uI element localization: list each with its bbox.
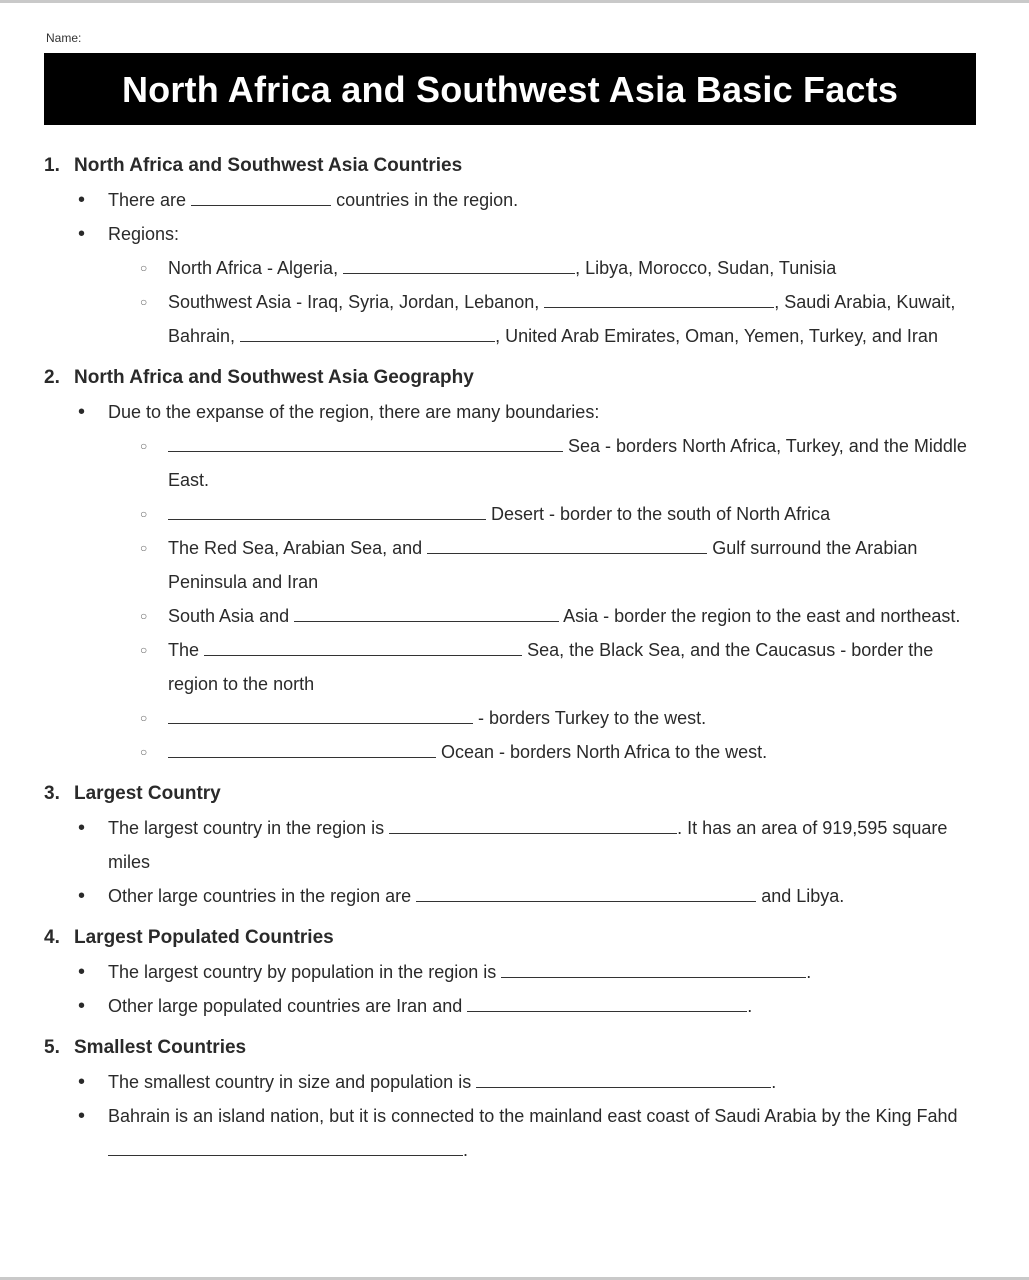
bullet-list — [44, 183, 974, 353]
item-text: Sea, the Black Sea, and the Caucasus - border the region to the north — [168, 640, 934, 694]
section-countries — [44, 151, 974, 353]
item-text: Asia - border the region to the east and northeast. — [563, 606, 961, 626]
answer-blank[interactable] — [476, 1067, 771, 1088]
answer-blank[interactable] — [168, 737, 436, 758]
sub-list-item — [168, 251, 974, 285]
sub-list-item — [168, 285, 974, 353]
section-number: 3. — [44, 783, 60, 804]
sub-list-item — [168, 735, 974, 769]
bullet-list — [44, 395, 974, 769]
answer-blank[interactable] — [204, 635, 522, 656]
answer-blank[interactable] — [168, 703, 473, 724]
sub-list — [108, 429, 974, 769]
item-text: The smallest country in size and population is — [108, 1072, 472, 1092]
item-text: Bahrain is an island nation, but it is connected to the mainland east coast of Saudi Arabia by the King Fahd — [108, 1106, 958, 1126]
worksheet-title: North Africa and Southwest Asia Basic Facts — [44, 53, 976, 125]
sub-list — [108, 251, 974, 353]
item-text: Regions: — [108, 224, 180, 244]
sub-list-item — [168, 497, 974, 531]
answer-blank[interactable] — [416, 881, 756, 902]
name-label: Name: — [46, 31, 82, 45]
section-number: 1. — [44, 155, 60, 176]
answer-blank[interactable] — [427, 533, 707, 554]
sub-list-item — [168, 599, 974, 633]
section-title: North Africa and Southwest Asia Geography — [74, 367, 474, 388]
list-item — [108, 955, 974, 989]
item-text: Other large countries in the region are — [108, 886, 412, 906]
item-text: . — [463, 1140, 469, 1160]
item-text: . — [747, 996, 753, 1016]
sub-list-item — [168, 701, 974, 735]
list-item — [108, 989, 974, 1023]
section-heading — [44, 779, 974, 809]
item-text: North Africa - Algeria, — [168, 258, 339, 278]
answer-blank[interactable] — [108, 1135, 463, 1156]
section-largest-populated — [44, 923, 974, 1023]
item-text: and Libya. — [761, 886, 845, 906]
section-title: Largest Populated Countries — [74, 927, 334, 948]
bullet-list — [44, 811, 974, 913]
item-text: South Asia and — [168, 606, 290, 626]
section-smallest-countries — [44, 1033, 974, 1167]
item-text: There are — [108, 190, 187, 210]
item-text: - borders Turkey to the west. — [478, 708, 707, 728]
item-text: Desert - border to the south of North Africa — [491, 504, 831, 524]
answer-blank[interactable] — [389, 813, 677, 834]
item-text: countries in the region. — [336, 190, 519, 210]
section-title: Largest Country — [74, 783, 221, 804]
list-item — [108, 1099, 974, 1167]
answer-blank[interactable] — [343, 253, 575, 274]
item-text: Ocean - borders North Africa to the west. — [441, 742, 768, 762]
item-text: The — [168, 640, 200, 660]
section-number: 5. — [44, 1037, 60, 1058]
item-text: Southwest Asia - Iraq, Syria, Jordan, Lebanon, — [168, 292, 540, 312]
list-item — [108, 395, 974, 769]
item-text: . — [806, 962, 812, 982]
item-text: , Libya, Morocco, Sudan, Tunisia — [575, 258, 837, 278]
sub-list-item — [168, 531, 974, 599]
section-heading — [44, 923, 974, 953]
list-item — [108, 811, 974, 879]
section-largest-country — [44, 779, 974, 913]
answer-blank[interactable] — [467, 991, 747, 1012]
answer-blank[interactable] — [168, 431, 563, 452]
list-item — [108, 1065, 974, 1099]
answer-blank[interactable] — [168, 499, 486, 520]
item-text: Other large populated countries are Iran and — [108, 996, 463, 1016]
section-heading — [44, 151, 974, 181]
list-item — [108, 217, 974, 353]
section-heading — [44, 1033, 974, 1063]
item-text: , Saudi Arabia, Kuwait, Bahrain, — [168, 292, 956, 346]
answer-blank[interactable] — [544, 287, 774, 308]
sub-list-item — [168, 429, 974, 497]
list-item — [108, 183, 974, 217]
item-text: . — [771, 1072, 777, 1092]
answer-blank[interactable] — [240, 321, 495, 342]
section-heading — [44, 363, 974, 393]
section-geography — [44, 363, 974, 769]
bullet-list — [44, 955, 974, 1023]
answer-blank[interactable] — [294, 601, 559, 622]
item-text: The largest country in the region is — [108, 818, 385, 838]
list-item — [108, 879, 974, 913]
item-text: , United Arab Emirates, Oman, Yemen, Turkey, and Iran — [495, 326, 938, 346]
section-number: 4. — [44, 927, 60, 948]
section-title: Smallest Countries — [74, 1037, 247, 1058]
item-text: Due to the expanse of the region, there are many boundaries: — [108, 402, 600, 422]
item-text: Sea - borders North Africa, Turkey, and the Middle East. — [168, 436, 967, 490]
sub-list-item — [168, 633, 974, 701]
answer-blank[interactable] — [501, 957, 806, 978]
worksheet-content — [44, 151, 974, 1167]
section-title: North Africa and Southwest Asia Countries — [74, 155, 463, 176]
bullet-list — [44, 1065, 974, 1167]
item-text: The largest country by population in the region is — [108, 962, 497, 982]
answer-blank[interactable] — [191, 185, 331, 206]
item-text: The Red Sea, Arabian Sea, and — [168, 538, 423, 558]
section-number: 2. — [44, 367, 60, 388]
item-text: . It has an area of 919,595 square miles — [108, 818, 948, 872]
item-text: Gulf surround the Arabian Peninsula and Iran — [168, 538, 918, 592]
